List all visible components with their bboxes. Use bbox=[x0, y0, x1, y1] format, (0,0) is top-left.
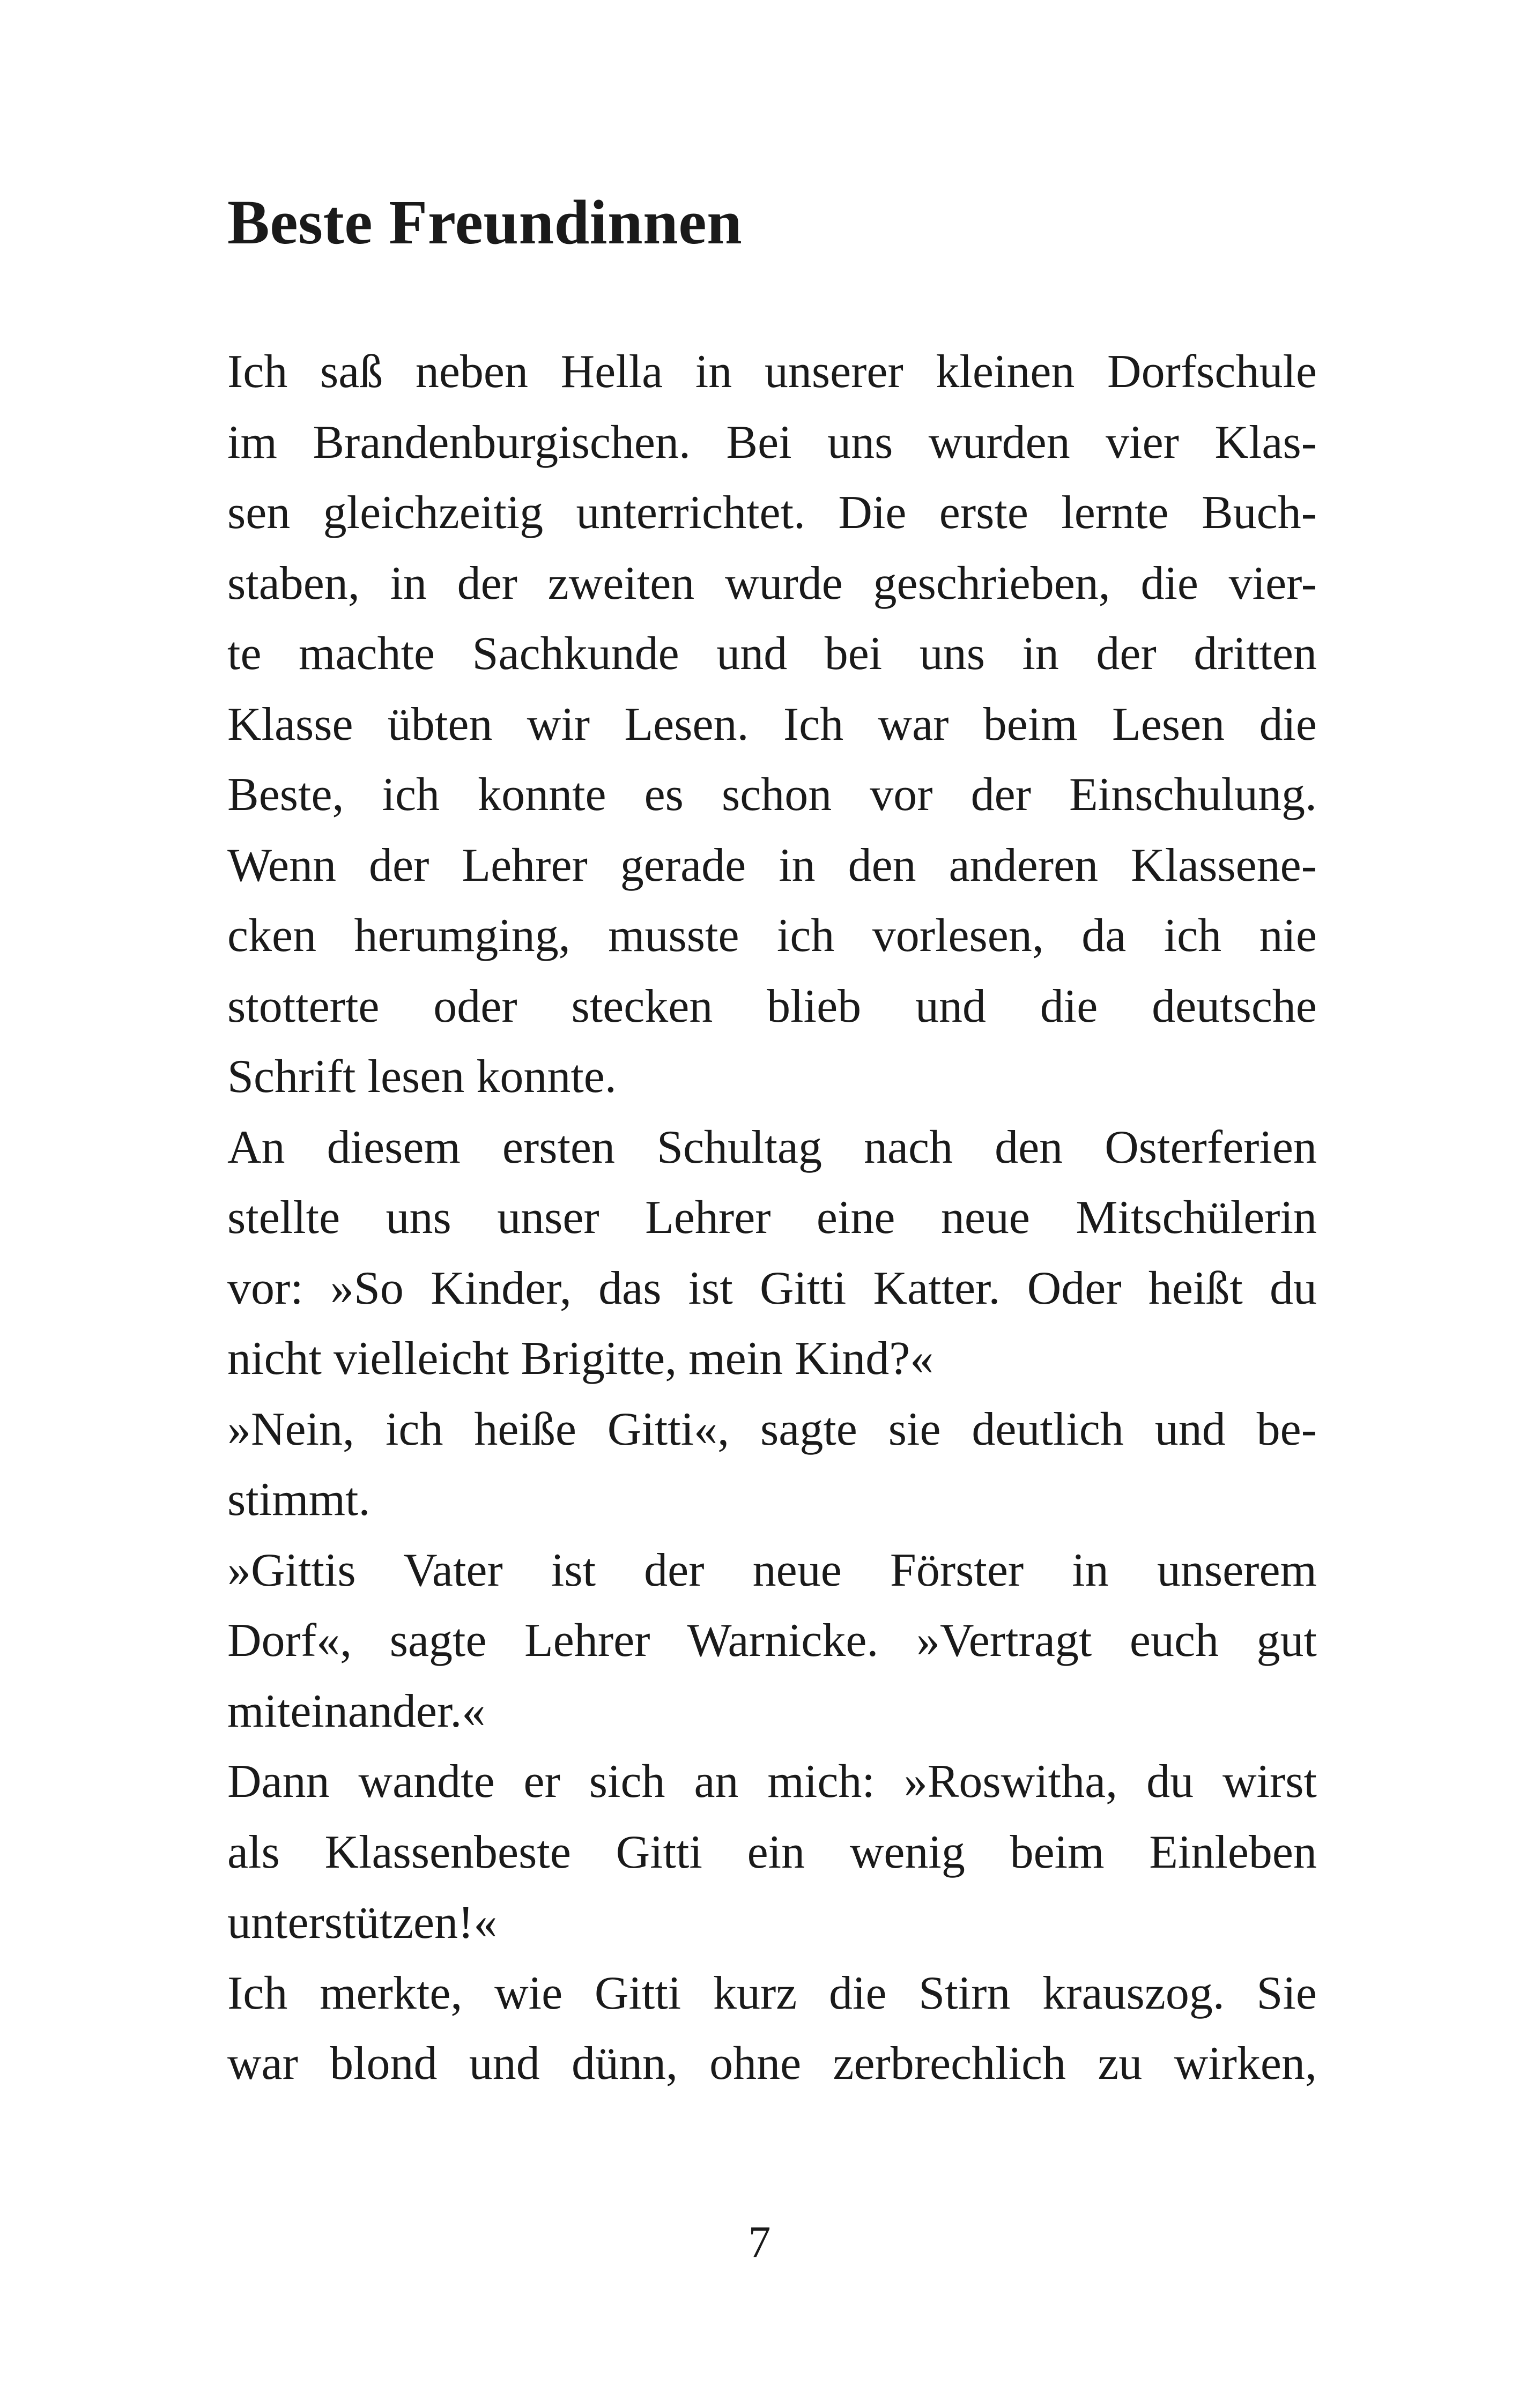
page-number: 7 bbox=[748, 2217, 771, 2267]
text-line: miteinander.« bbox=[227, 1685, 486, 1737]
text-line: sen gleichzeitig unterrichtet. Die erste lernte Buch- bbox=[227, 487, 1317, 539]
text-line: Klasse übten wir Lesen. Ich war beim Lesen die bbox=[227, 698, 1317, 750]
text-line: stellte uns unser Lehrer eine neue Mitschülerin bbox=[227, 1192, 1317, 1244]
text-line: An diesem ersten Schultag nach den Osterferien bbox=[227, 1121, 1317, 1173]
text-line: vor: »So Kinder, das ist Gitti Katter. Oder heißt du bbox=[227, 1262, 1317, 1314]
text-line: Wenn der Lehrer gerade in den anderen Klassene- bbox=[227, 839, 1317, 891]
text-line: stotterte oder stecken blieb und die deutsche bbox=[227, 980, 1317, 1032]
text-line: stimmt. bbox=[227, 1474, 371, 1526]
text-line: Ich saß neben Hella in unserer kleinen Dorfschule bbox=[227, 346, 1317, 398]
text-line: staben, in der zweiten wurde geschrieben, die vier- bbox=[227, 557, 1317, 610]
text-line: nicht vielleicht Brigitte, mein Kind?« bbox=[227, 1333, 934, 1385]
chapter-title: Beste Freundinnen bbox=[227, 187, 743, 257]
text-line: als Klassenbeste Gitti ein wenig beim Einleben bbox=[227, 1826, 1317, 1878]
text-line: war blond und dünn, ohne zerbrechlich zu wirken, bbox=[227, 2038, 1317, 2090]
text-line: Ich merkte, wie Gitti kurz die Stirn krauszog. Sie bbox=[227, 1967, 1317, 2019]
text-line: unterstützen!« bbox=[227, 1897, 498, 1949]
text-line: »Nein, ich heiße Gitti«, sagte sie deutlich und be- bbox=[227, 1403, 1317, 1455]
text-line: te machte Sachkunde und bei uns in der dritten bbox=[227, 628, 1317, 680]
text-line: Dorf«, sagte Lehrer Warnicke. »Vertragt euch gut bbox=[227, 1615, 1317, 1667]
text-line: Dann wandte er sich an mich: »Roswitha, du wirst bbox=[227, 1756, 1317, 1808]
text-line: im Brandenburgischen. Bei uns wurden vier Klas- bbox=[227, 416, 1317, 469]
text-line: Schrift lesen konnte. bbox=[227, 1051, 617, 1103]
text-line: cken herumging, musste ich vorlesen, da ich nie bbox=[227, 910, 1317, 962]
text-line: Beste, ich konnte es schon vor der Einschulung. bbox=[227, 769, 1317, 821]
text-line: »Gittis Vater ist der neue Förster in unserem bbox=[227, 1544, 1317, 1596]
chapter-body bbox=[227, 337, 1317, 2099]
